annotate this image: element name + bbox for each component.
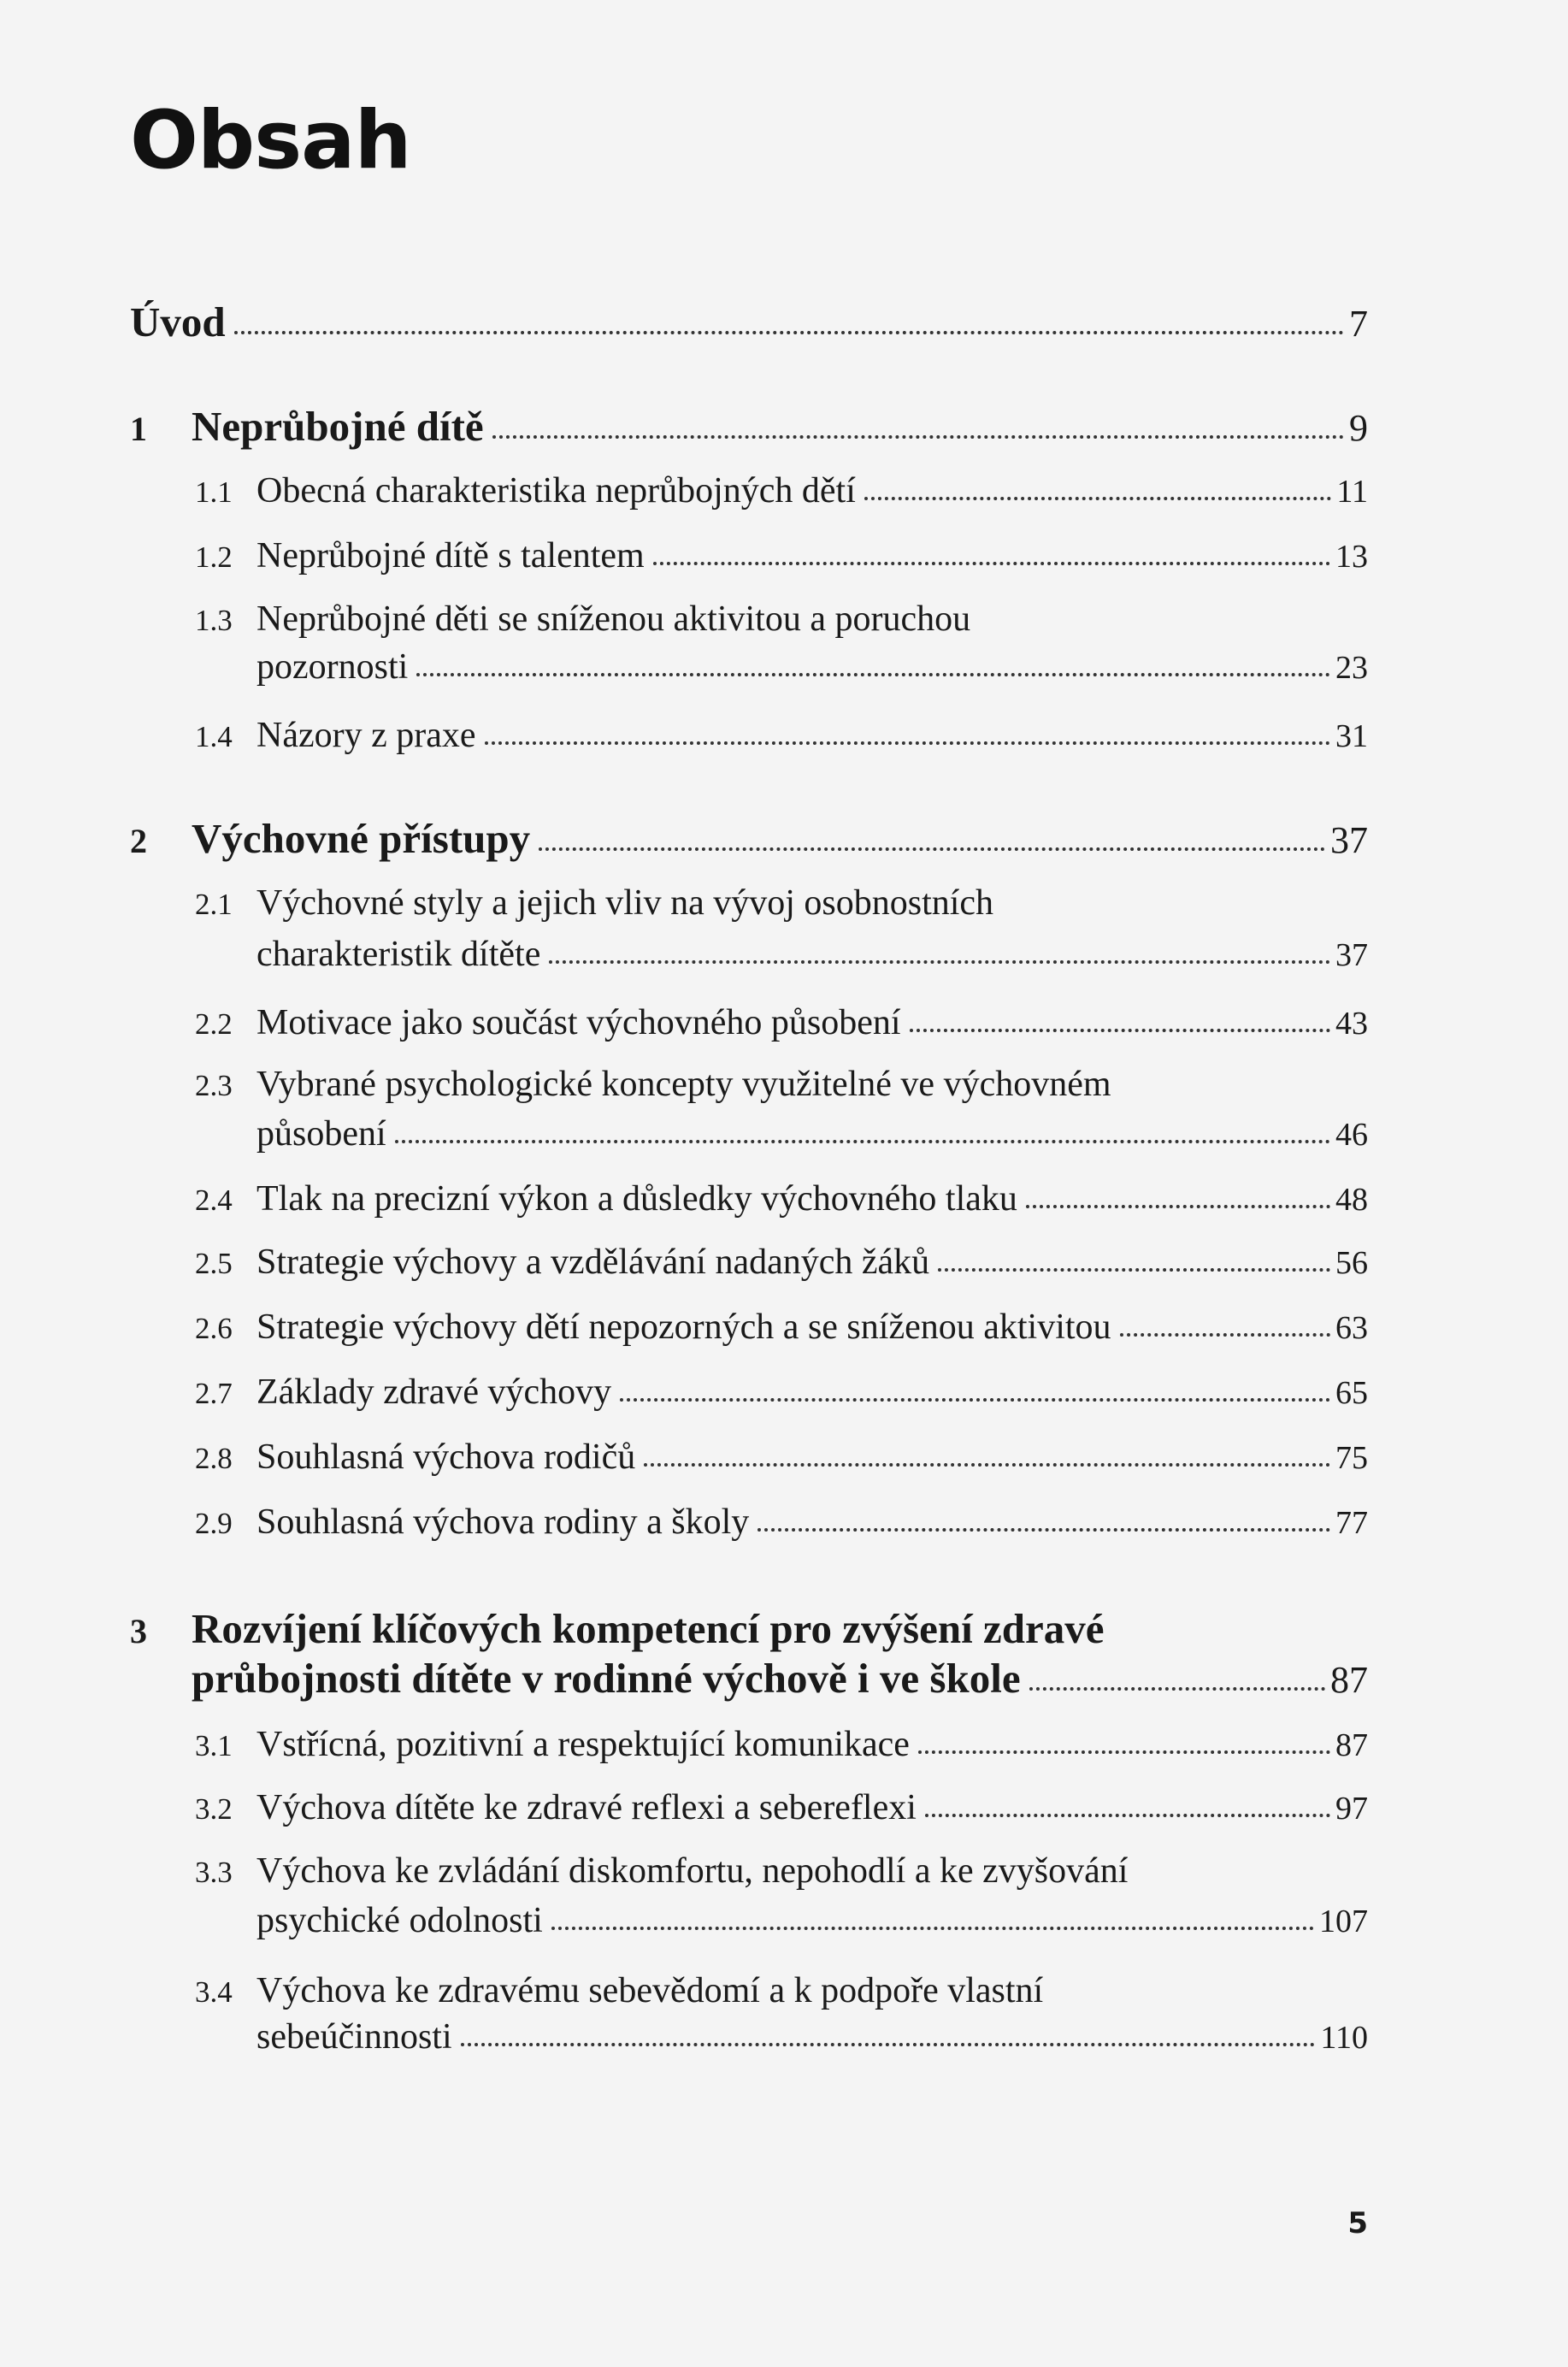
section-number: 2.5 <box>195 1247 233 1280</box>
section-number: 2.1 <box>195 888 233 921</box>
toc-entry-label: Neprůbojné dítě s talentem <box>256 536 645 576</box>
section-number: 1.2 <box>195 540 233 574</box>
toc-entry-label: Vstřícná, pozitivní a respektující komunikace <box>256 1725 910 1764</box>
toc-entry-label: Názory z praxe <box>256 716 476 755</box>
toc-chapter-2[interactable] <box>130 814 1368 863</box>
toc-entry-label: průbojnosti dítěte v rodinné výchově i ve škole <box>192 1655 1021 1702</box>
toc-section-2-7[interactable] <box>195 1372 1368 1413</box>
toc-section-3-3-line2[interactable] <box>256 1900 1368 1941</box>
dot-leader <box>395 1140 1330 1143</box>
dot-leader <box>485 741 1330 745</box>
dot-leader <box>910 1029 1331 1032</box>
toc-section-2-2[interactable] <box>195 1002 1368 1043</box>
toc-entry-label: Motivace jako součást výchovného působení <box>256 1003 901 1042</box>
toc-entry-label: Vybrané psychologické koncepty využitelné ve výchovném <box>256 1065 1111 1104</box>
chapter-number: 2 <box>130 822 147 860</box>
chapter-number: 3 <box>130 1612 147 1650</box>
section-number: 2.2 <box>195 1007 233 1041</box>
dot-leader <box>757 1528 1330 1532</box>
toc-section-2-3-line1[interactable] <box>195 1064 1111 1105</box>
toc-entry-label: pozornosti <box>256 647 409 687</box>
toc-section-2-1-line2[interactable] <box>256 934 1368 975</box>
section-number: 3.4 <box>195 1975 233 2009</box>
section-number: 2.4 <box>195 1184 233 1217</box>
toc-page-number: 63 <box>1335 1310 1368 1346</box>
dot-leader <box>492 435 1344 439</box>
toc-entry-label: Neprůbojné děti se sníženou aktivitou a poruchou <box>256 599 971 639</box>
dot-leader <box>653 562 1330 565</box>
toc-section-3-4-line2[interactable] <box>256 2016 1368 2057</box>
toc-section-3-4-line1[interactable] <box>195 1970 1043 2011</box>
section-number: 2.3 <box>195 1069 233 1102</box>
toc-section-2-5[interactable] <box>195 1242 1368 1283</box>
section-number: 2.6 <box>195 1312 233 1345</box>
dot-leader <box>938 1268 1330 1272</box>
dot-leader <box>1029 1687 1325 1691</box>
section-number: 3.3 <box>195 1856 233 1889</box>
dot-leader <box>864 497 1332 500</box>
page-title: Obsah <box>130 94 411 187</box>
section-number: 2.9 <box>195 1507 233 1540</box>
toc-entry-label: charakteristik dítěte <box>256 935 541 974</box>
toc-entry-label: Neprůbojné dítě <box>192 403 484 450</box>
toc-section-3-3-line1[interactable] <box>195 1851 1128 1892</box>
chapter-number: 1 <box>130 410 147 448</box>
dot-leader <box>416 673 1330 676</box>
dot-leader <box>539 847 1325 851</box>
toc-page-number: 87 <box>1335 1727 1368 1763</box>
toc-section-3-1[interactable] <box>195 1724 1368 1765</box>
toc-section-1-1[interactable] <box>195 470 1368 511</box>
toc-section-1-3-line2[interactable] <box>256 646 1368 688</box>
toc-section-1-3-line1[interactable] <box>195 599 970 640</box>
toc-section-2-4[interactable] <box>195 1178 1368 1219</box>
toc-page-number: 97 <box>1335 1791 1368 1827</box>
toc-entry-label: Souhlasná výchova rodičů <box>256 1437 636 1477</box>
toc-page-number: 75 <box>1335 1440 1368 1476</box>
section-number: 1.4 <box>195 720 233 753</box>
toc-section-2-3-line2[interactable] <box>256 1113 1368 1154</box>
toc-entry-label: Výchovné přístupy <box>192 815 531 862</box>
toc-page-number: 65 <box>1335 1375 1368 1411</box>
toc-page-number: 9 <box>1349 407 1368 449</box>
toc-entry-label: Výchova ke zdravému sebevědomí a k podpoře vlastní <box>256 1971 1044 2010</box>
toc-entry-label: Obecná charakteristika neprůbojných dětí <box>256 471 856 511</box>
dot-leader <box>918 1750 1330 1754</box>
dot-leader <box>461 2043 1316 2046</box>
dot-leader <box>549 960 1330 964</box>
toc-chapter-1[interactable] <box>130 402 1368 451</box>
toc-page-number: 37 <box>1330 819 1368 861</box>
toc-page-number: 11 <box>1336 474 1368 510</box>
toc-section-2-1-line1[interactable] <box>195 882 993 924</box>
toc-page-number: 46 <box>1335 1117 1368 1153</box>
section-number: 3.2 <box>195 1792 233 1826</box>
toc-entry-label: sebeúčinnosti <box>256 2017 452 2057</box>
toc-section-2-9[interactable] <box>195 1502 1368 1543</box>
section-number: 1.1 <box>195 475 233 509</box>
toc-section-2-6[interactable] <box>195 1307 1368 1348</box>
toc-page-number: 13 <box>1335 539 1368 575</box>
section-number: 1.3 <box>195 604 233 637</box>
toc-page-number: 48 <box>1335 1182 1368 1218</box>
toc-entry-label: Souhlasná výchova rodiny a školy <box>256 1502 750 1542</box>
page-number: 5 <box>1347 2206 1368 2240</box>
toc-entry-label: Výchova dítěte ke zdravé reflexi a sebereflexi <box>256 1788 917 1827</box>
toc-entry-label: Strategie výchovy dětí nepozorných a se sníženou aktivitou <box>256 1307 1111 1347</box>
toc-entry-label: Strategie výchovy a vzdělávání nadaných žáků <box>256 1243 930 1282</box>
section-number: 2.7 <box>195 1377 233 1410</box>
toc-section-2-8[interactable] <box>195 1437 1368 1478</box>
toc-page-number: 56 <box>1335 1245 1368 1281</box>
toc-page-number: 23 <box>1335 650 1368 686</box>
toc-entry-label: působení <box>256 1114 386 1154</box>
dot-leader <box>644 1463 1330 1467</box>
toc-entry-label: Rozvíjení klíčových kompetencí pro zvýšení zdravé <box>192 1605 1105 1652</box>
dot-leader <box>1120 1333 1330 1337</box>
dot-leader <box>234 331 1344 334</box>
dot-leader <box>620 1398 1330 1402</box>
toc-page-number: 31 <box>1335 718 1368 754</box>
toc-page-number: 43 <box>1335 1006 1368 1042</box>
toc-entry-intro[interactable] <box>130 298 1368 346</box>
toc-page-number: 7 <box>1349 303 1368 345</box>
toc-entry-label: psychické odolnosti <box>256 1901 543 1940</box>
toc-chapter-3-line1[interactable] <box>130 1604 1104 1653</box>
toc-section-3-2[interactable] <box>195 1787 1368 1828</box>
toc-section-1-4[interactable] <box>195 715 1368 756</box>
section-number: 2.8 <box>195 1442 233 1475</box>
dot-leader <box>551 1927 1314 1930</box>
toc-page-number: 107 <box>1319 1904 1368 1939</box>
toc-entry-label: Úvod <box>130 298 226 345</box>
toc-chapter-3-line2[interactable] <box>192 1654 1368 1703</box>
dot-leader <box>1026 1205 1330 1208</box>
section-number: 3.1 <box>195 1729 233 1762</box>
toc-page-number: 37 <box>1335 937 1368 973</box>
toc-entry-label: Tlak na precizní výkon a důsledky výchovného tlaku <box>256 1179 1017 1219</box>
toc-page-number: 77 <box>1335 1505 1368 1541</box>
toc-entry-label: Výchova ke zvládání diskomfortu, nepohodlí a ke zvyšování <box>256 1851 1129 1891</box>
dot-leader <box>925 1814 1330 1817</box>
toc-section-1-2[interactable] <box>195 535 1368 576</box>
toc-page-number: 87 <box>1330 1659 1368 1701</box>
toc-page-number: 110 <box>1320 2020 1368 2056</box>
toc-entry-label: Výchovné styly a jejich vliv na vývoj osobnostních <box>256 883 994 923</box>
toc-entry-label: Základy zdravé výchovy <box>256 1372 612 1412</box>
